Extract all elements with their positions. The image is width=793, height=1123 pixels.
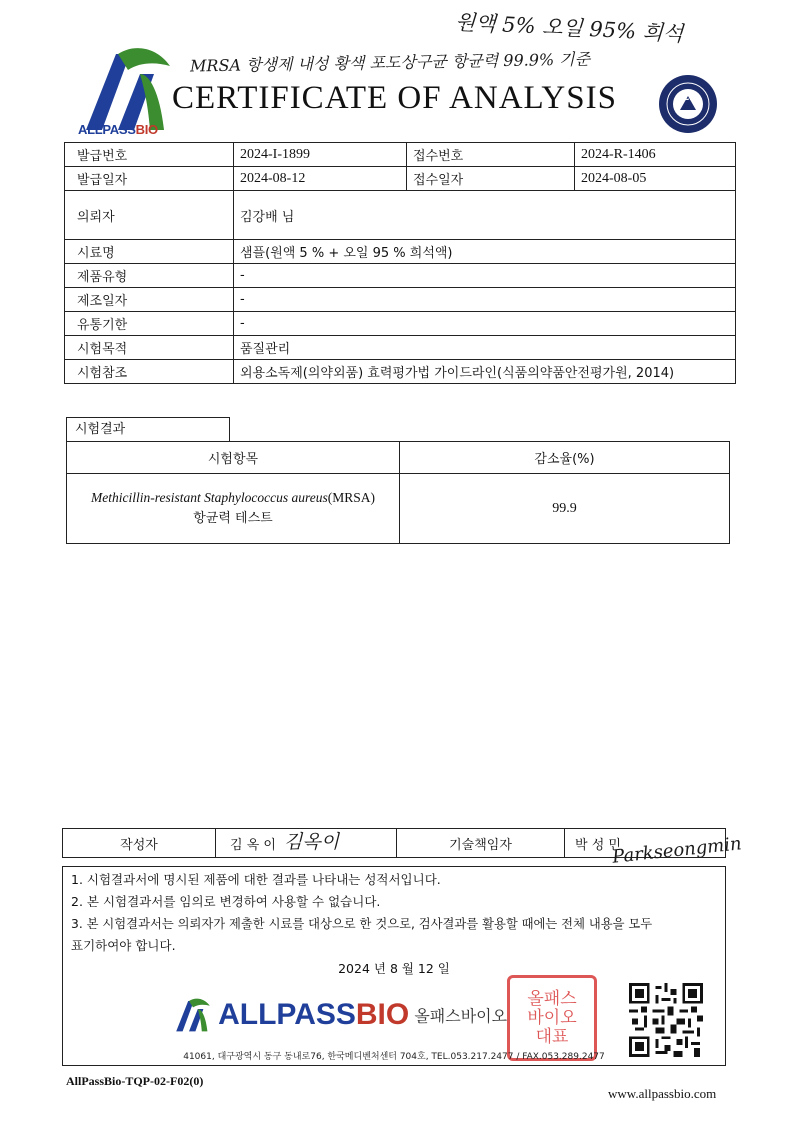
note-line-3: 3. 본 시험결과서는 의뢰자가 제출한 시료를 대상으로 한 것으로, 검사결과를 활용할 때에는 전체 내용을 모두 [71, 917, 653, 931]
page-title: CERTIFICATE OF ANALYSIS [172, 80, 617, 116]
issue-no-label: 발급번호 [65, 143, 234, 167]
expiry-label: 유통기한 [65, 312, 234, 336]
reference-label: 시험참조 [65, 360, 234, 384]
author-cell [216, 829, 397, 858]
results-header-row [67, 442, 730, 474]
certification-seal [658, 74, 718, 134]
results-item-name-abbr: (MRSA) [327, 490, 375, 505]
product-type-value: - [234, 264, 736, 288]
note-line-1: 1. 시험결과서에 명시된 제품에 대한 결과를 나타내는 성적서입니다. [71, 872, 441, 887]
tech-signature: Parkseongmin [611, 833, 743, 868]
receipt-date-value: 2024-08-05 [575, 167, 736, 191]
logo-text-allpass: ALLPASS [78, 122, 136, 137]
company-logo-en-bio: BIO [355, 998, 410, 1031]
info-row-sample [65, 240, 736, 264]
info-table [64, 142, 736, 384]
receipt-no-value: 2024-R-1406 [575, 143, 736, 167]
certification-seal-icon [658, 74, 718, 134]
info-row-issue-no [65, 143, 736, 167]
purpose-label: 시험목적 [65, 336, 234, 360]
author-signature: 김옥이 [284, 831, 340, 853]
company-stamp-text: 올패스바이오대표 [527, 988, 577, 1047]
info-row-expiry [65, 312, 736, 336]
logo-text-bio: BIO [135, 122, 158, 137]
notes-box [62, 866, 726, 1066]
company-logo-kr: 올패스바이오 [414, 1006, 508, 1026]
author-label: 작성자 [63, 829, 216, 858]
company-address: 41061, 대구광역시 동구 동내로76, 한국메디벤처센터 704호, TEL.053.217.2477 / FAX.053.289.2477 [183, 1052, 605, 1062]
reference-value: 외용소독제(의약외품) 효력평가법 가이드라인(식품의약품안전평가원, 2014) [234, 360, 736, 384]
info-row-purpose [65, 336, 736, 360]
results-item-name-en: Methicillin-resistant Staphylococcus aureus [91, 490, 328, 505]
note-line-2: 2. 본 시험결과서를 임의로 변경하여 사용할 수 없습니다. [71, 894, 381, 909]
info-row-product-type [65, 264, 736, 288]
client-value: 김강배 님 [234, 191, 736, 240]
logo-mark-icon [78, 44, 178, 134]
issue-no-value: 2024-I-1899 [234, 143, 407, 167]
info-row-reference [65, 360, 736, 384]
info-row-client [65, 191, 736, 240]
product-type-label: 제품유형 [65, 264, 234, 288]
qr-code-icon [629, 983, 703, 1057]
issue-date-line: 2024 년 8 월 12 일 [338, 961, 450, 976]
sample-label: 시료명 [65, 240, 234, 264]
client-label: 의뢰자 [65, 191, 234, 240]
receipt-date-label: 접수일자 [407, 167, 575, 191]
tech-label: 기술책임자 [397, 829, 565, 858]
issue-date-value: 2024-08-12 [234, 167, 407, 191]
handwritten-header-note: MRSA 항생제 내성 황색 포도상구균 항균력 99.9% 기준 [189, 49, 591, 76]
handwritten-top-right-note: 원액 5% 오일 95% 희석 [454, 10, 684, 46]
sample-value: 샘플(원액 5 % + 오일 95 % 희석액) [234, 240, 736, 264]
company-logo-en-allpass: ALLPASS [218, 998, 356, 1031]
results-table [66, 441, 730, 544]
results-section-label: 시험결과 [66, 417, 230, 441]
author-name: 김 옥 이 [230, 837, 276, 853]
mfg-date-value: - [234, 288, 736, 312]
logo-mark-icon [173, 997, 213, 1033]
info-row-mfg-date [65, 288, 736, 312]
company-logo [78, 44, 178, 144]
results-item-test: 항균력 테스트 [193, 511, 273, 526]
purpose-value: 품질관리 [234, 336, 736, 360]
receipt-no-label: 접수번호 [407, 143, 575, 167]
tech-name: 박 성 민 [575, 837, 621, 853]
mfg-date-label: 제조일자 [65, 288, 234, 312]
results-row [67, 474, 730, 544]
issue-date-label: 발급일자 [65, 167, 234, 191]
results-rate-value: 99.9 [400, 474, 730, 544]
company-logo-bottom [173, 997, 507, 1037]
qr-code [629, 983, 703, 1057]
results-item-cell [67, 474, 400, 544]
results-col-rate: 감소율(%) [400, 442, 730, 474]
website: www.allpassbio.com [608, 1086, 717, 1101]
expiry-value: - [234, 312, 736, 336]
seal-text: ICR [680, 93, 696, 102]
note-line-4: 표기하여야 합니다. [71, 938, 176, 953]
info-row-issue-date [65, 167, 736, 191]
form-code: AllPassBio-TQP-02-F02(0) [66, 1074, 204, 1088]
results-col-item: 시험항목 [67, 442, 400, 474]
